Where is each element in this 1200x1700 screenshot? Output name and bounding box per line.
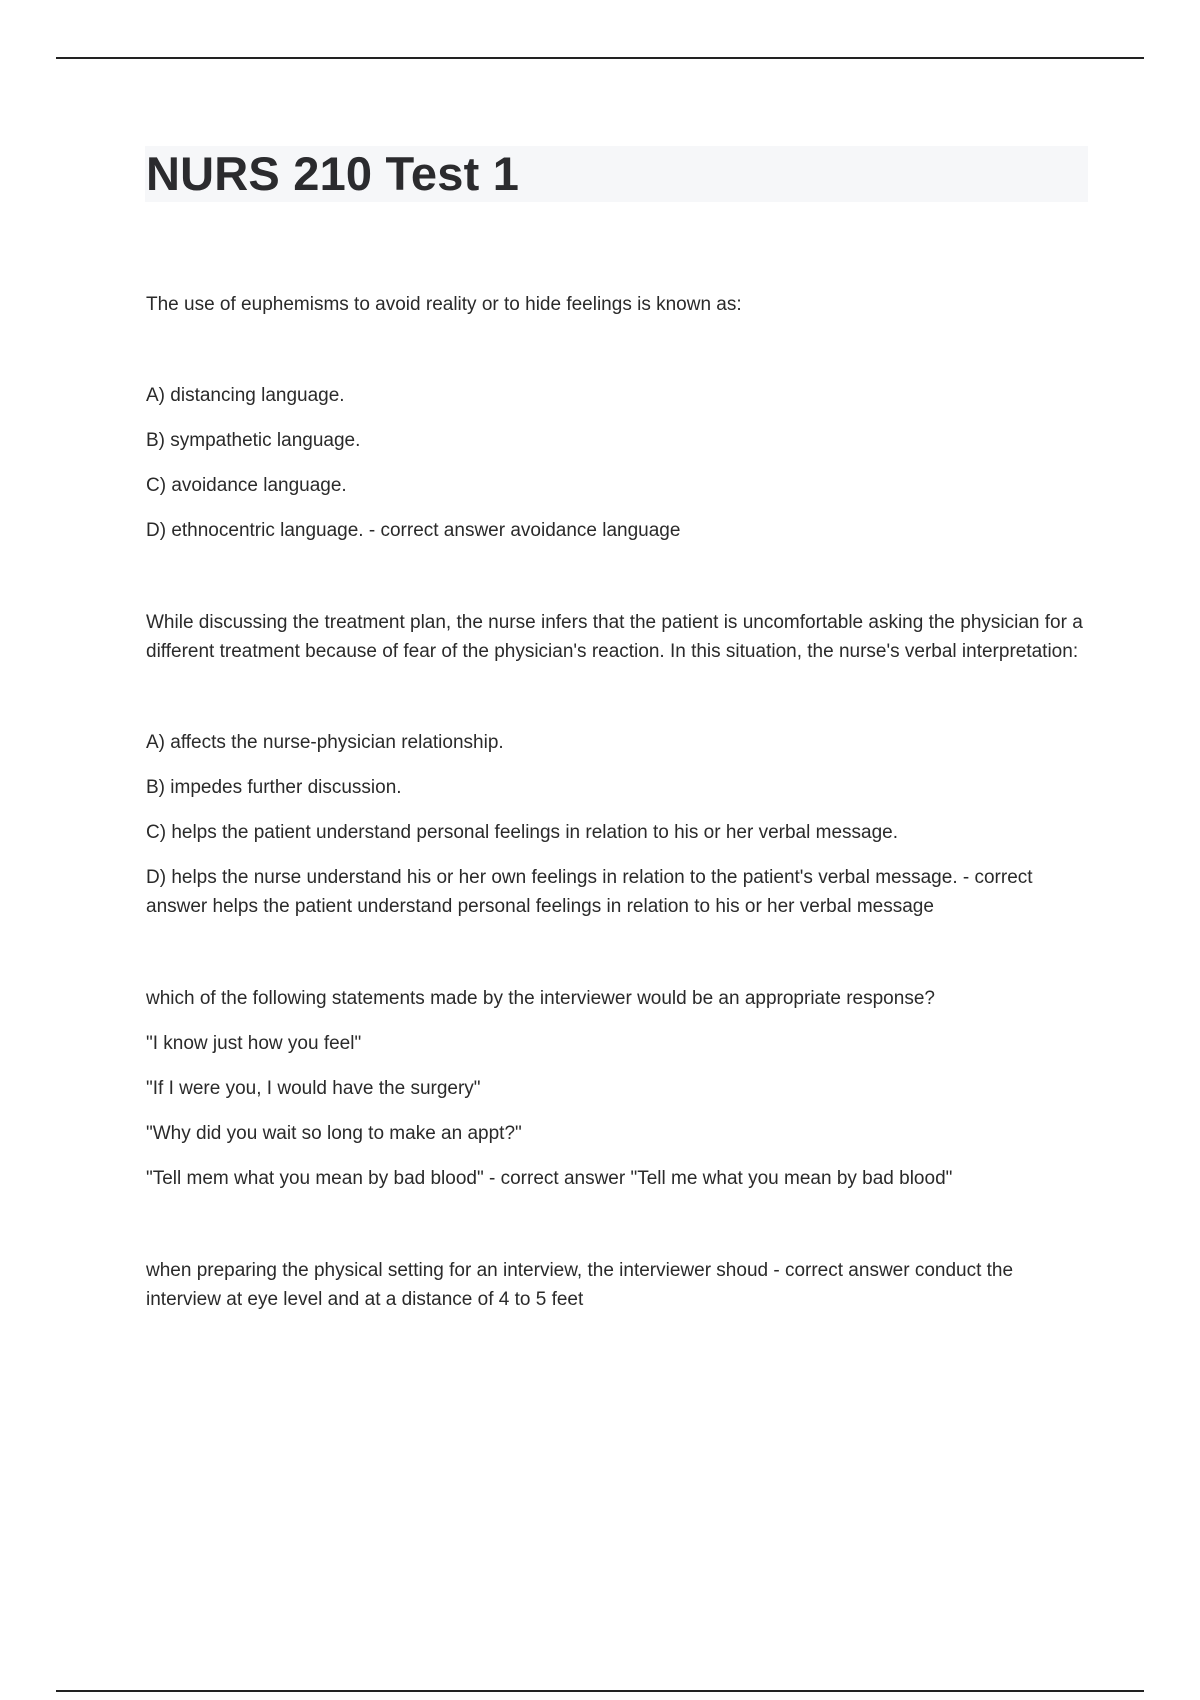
question-1-option-b: B) sympathetic language. [146, 430, 361, 451]
question-2-option-a: A) affects the nurse-physician relationship. [146, 732, 504, 753]
question-4-prompt: when preparing the physical setting for an interview, the interviewer shoud - correct answer conduct the interview at eye level and at a distance of 4 to 5 feet [146, 1260, 1014, 1310]
question-3-option-4: "Tell mem what you mean by bad blood" - correct answer "Tell me what you mean by bad blood" [146, 1168, 953, 1189]
bottom-rule [56, 1690, 1144, 1692]
question-4 [146, 1256, 1091, 1314]
question-2-option-c: C) helps the patient understand personal feelings in relation to his or her verbal message. [146, 822, 898, 843]
question-3-option-3: "Why did you wait so long to make an appt?" [146, 1123, 522, 1144]
question-1-prompt: The use of euphemisms to avoid reality or to hide feelings is known as: [146, 294, 742, 315]
question-2 [146, 608, 1091, 921]
question-3-option-2: "If I were you, I would have the surgery" [146, 1078, 481, 1099]
question-1-option-c: C) avoidance language. [146, 475, 347, 496]
question-2-option-b: B) impedes further discussion. [146, 777, 402, 798]
question-2-option-d: D) helps the nurse understand his or her own feelings in relation to the patient's verbal message. - correct answer helps the patient understand personal feelings in relation to his or her verbal message [146, 867, 1033, 917]
question-3 [146, 984, 1091, 1193]
top-rule [56, 57, 1144, 59]
question-3-option-1: "I know just how you feel" [146, 1033, 362, 1054]
question-3-prompt: which of the following statements made by the interviewer would be an appropriate response? [146, 988, 935, 1009]
document-title: NURS 210 Test 1 [146, 147, 520, 200]
question-1-option-d: D) ethnocentric language. - correct answer avoidance language [146, 520, 681, 541]
document-body [146, 290, 1091, 1314]
question-1 [146, 290, 1091, 545]
question-2-prompt: While discussing the treatment plan, the nurse infers that the patient is uncomfortable asking the physician for a different treatment because of fear of the physician's reaction. In this situation, the nurse's verbal interpretation: [146, 612, 1083, 662]
question-1-option-a: A) distancing language. [146, 385, 345, 406]
